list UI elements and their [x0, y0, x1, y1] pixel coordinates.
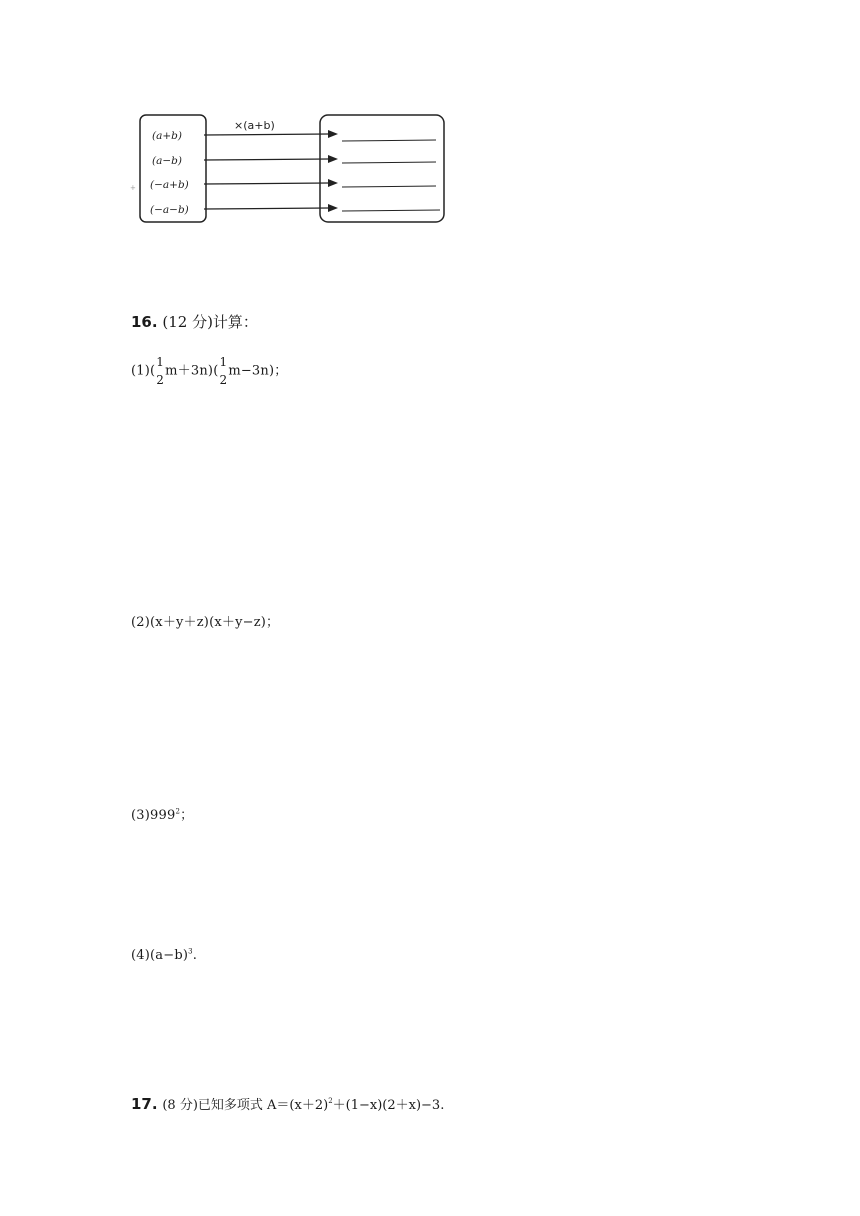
question-16-title	[131, 311, 258, 332]
output-box	[320, 115, 444, 222]
stray-mark: +	[130, 184, 136, 192]
part-4-tail: .	[192, 948, 198, 963]
question-text: (12 分)计算：	[162, 313, 258, 331]
operator-label: ×(a+b)	[234, 119, 275, 132]
question-exponent: 2	[328, 1097, 333, 1105]
part-3-base: (3)999	[131, 808, 176, 823]
part-4-exponent: 3	[188, 947, 193, 956]
part-1-paren-2: (	[213, 363, 219, 379]
fraction-numerator: 1	[219, 355, 228, 369]
part-1-body-2: m−3n)；	[228, 363, 288, 379]
arrow-4	[204, 204, 338, 212]
part-1	[131, 356, 287, 386]
question-number: 16.	[131, 313, 158, 331]
fraction-denominator: 2	[156, 373, 165, 387]
part-2: (2)(x＋y＋z)(x＋y−z)；	[131, 615, 280, 630]
expression-mapping-diagram	[130, 110, 450, 230]
answer-blank-3	[342, 186, 436, 187]
fraction-one-half	[219, 356, 227, 386]
answer-blank-4	[342, 210, 440, 211]
answer-blank-2	[342, 162, 436, 163]
part-1-prefix: (1)	[131, 363, 151, 379]
input-label-3: (−a+b)	[150, 179, 189, 191]
part-1-paren-1: (	[150, 363, 156, 379]
input-label-2: (a−b)	[152, 155, 182, 167]
question-number: 17.	[131, 1095, 158, 1113]
part-3-tail: ；	[180, 808, 194, 823]
part-3	[131, 804, 193, 823]
answer-blank-1	[342, 140, 436, 141]
arrow-2	[204, 155, 338, 163]
question-text-post: ＋(1−x)(2＋x)−3.	[332, 1098, 445, 1113]
part-3-exponent: 2	[175, 807, 181, 816]
input-label-4: (−a−b)	[150, 204, 189, 216]
input-label-1: (a+b)	[152, 130, 182, 142]
fraction-one-half	[156, 356, 164, 386]
fraction-denominator: 2	[219, 373, 228, 387]
arrow-3	[204, 179, 338, 187]
part-4	[131, 948, 197, 963]
part-1-body-1: m＋3n)	[165, 363, 214, 379]
fraction-numerator: 1	[156, 355, 165, 369]
question-17-title	[131, 1094, 444, 1113]
question-text-pre: (8 分)已知多项式 A＝(x＋2)	[162, 1098, 329, 1113]
part-4-base: (4)(a−b)	[131, 948, 189, 963]
